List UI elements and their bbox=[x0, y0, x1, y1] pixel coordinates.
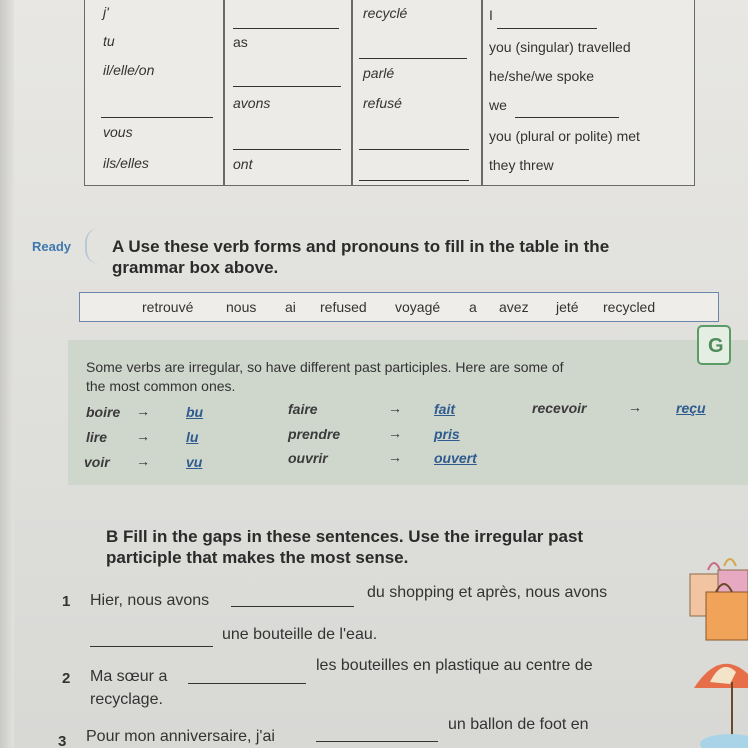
grammar-badge-icon bbox=[697, 325, 731, 365]
table-divider bbox=[481, 0, 483, 186]
word-bank-item: voyagé bbox=[395, 299, 441, 315]
table-gap[interactable] bbox=[515, 105, 619, 121]
table-cell-pronoun: j' bbox=[103, 4, 109, 20]
instruction-line: B Fill in the gaps in these sentences. Use the irregular past bbox=[106, 527, 584, 546]
sentence-text: du shopping et après, nous avons bbox=[367, 584, 608, 601]
table-gap[interactable] bbox=[233, 16, 339, 32]
word-bank-item: nous bbox=[226, 299, 257, 315]
table-gap[interactable] bbox=[359, 46, 467, 62]
beach-umbrella-icon bbox=[690, 648, 748, 748]
instruction-line: participle that makes the most sense. bbox=[106, 548, 409, 567]
arrow-icon: → bbox=[388, 400, 402, 416]
infinitive: lire bbox=[86, 429, 108, 445]
past-participle: fait bbox=[434, 401, 455, 417]
shopping-bags-icon bbox=[688, 552, 748, 642]
infinitive: faire bbox=[288, 401, 318, 417]
past-participle: reçu bbox=[676, 400, 706, 416]
ready-label: Ready bbox=[32, 239, 72, 254]
table-cell-participle: parlé bbox=[363, 65, 395, 81]
table-cell-auxiliary: ont bbox=[233, 156, 253, 172]
table-cell-participle: refusé bbox=[363, 95, 402, 111]
arrow-icon: → bbox=[136, 403, 150, 419]
page-edge bbox=[0, 0, 14, 748]
table-cell-english: he/she/we spoke bbox=[489, 68, 595, 84]
instruction-line: grammar box above. bbox=[112, 258, 279, 277]
table-cell-english: you (plural or polite) met bbox=[489, 128, 640, 144]
table-gap[interactable] bbox=[497, 16, 597, 32]
answer-gap[interactable] bbox=[188, 683, 306, 684]
sentence-text: les bouteilles en plastique au centre de bbox=[316, 657, 593, 674]
past-participle: lu bbox=[186, 429, 199, 445]
infinitive: ouvrir bbox=[288, 450, 328, 466]
table-cell-english: you (singular) travelled bbox=[489, 39, 631, 55]
arrow-icon: → bbox=[388, 425, 402, 441]
instruction-line: A Use these verb forms and pronouns to fill in the table in the bbox=[112, 237, 610, 256]
sentence-text: recyclage. bbox=[90, 691, 163, 708]
question-number: 3 bbox=[58, 733, 67, 748]
infinitive: boire bbox=[86, 404, 121, 420]
infinitive: prendre bbox=[288, 426, 341, 442]
sentence-text: Hier, nous avons bbox=[90, 592, 210, 609]
word-bank-item: refused bbox=[320, 299, 367, 315]
exercise-a-instruction bbox=[112, 236, 609, 278]
word-bank-item: ai bbox=[285, 299, 296, 315]
answer-gap[interactable] bbox=[231, 606, 354, 607]
badge-letter: G bbox=[708, 335, 724, 357]
exercise-b-instruction bbox=[106, 526, 583, 568]
sentence-text: Pour mon anniversaire, j'ai bbox=[86, 728, 275, 745]
arrow-icon: → bbox=[136, 428, 150, 444]
note-line: Some verbs are irregular, so have different past participles. Here are some of bbox=[86, 359, 564, 375]
infinitive: voir bbox=[84, 454, 110, 470]
table-cell-english: we bbox=[489, 97, 507, 113]
table-cell-auxiliary: as bbox=[233, 34, 248, 50]
question-number: 2 bbox=[62, 670, 71, 687]
table-gap[interactable] bbox=[233, 74, 341, 90]
word-bank bbox=[79, 292, 719, 322]
answer-gap[interactable] bbox=[90, 646, 213, 647]
arrow-icon: → bbox=[136, 453, 150, 469]
answer-gap[interactable] bbox=[316, 741, 438, 742]
arrow-icon: → bbox=[388, 449, 402, 465]
table-cell-pronoun: vous bbox=[103, 124, 133, 140]
note-line: the most common ones. bbox=[86, 378, 236, 394]
past-participle: pris bbox=[434, 426, 460, 442]
sentence-text: Ma sœur a bbox=[90, 668, 168, 685]
arrow-icon: → bbox=[628, 399, 642, 415]
table-gap[interactable] bbox=[359, 137, 469, 153]
past-participle: bu bbox=[186, 404, 204, 420]
word-bank-item: avez bbox=[499, 299, 529, 315]
ready-bracket-icon bbox=[85, 228, 99, 264]
table-cell-pronoun: il/elle/on bbox=[103, 62, 155, 78]
word-bank-item: retrouvé bbox=[142, 299, 194, 315]
table-cell-english: I bbox=[489, 7, 493, 23]
question-number: 1 bbox=[62, 593, 71, 610]
table-divider bbox=[223, 0, 225, 186]
table-divider bbox=[351, 0, 353, 186]
sentence-text: une bouteille de l'eau. bbox=[222, 626, 378, 643]
table-cell-english: they threw bbox=[489, 157, 554, 173]
table-cell-auxiliary: avons bbox=[233, 95, 271, 111]
table-cell-participle: recyclé bbox=[363, 5, 408, 21]
word-bank-item: jeté bbox=[556, 299, 579, 315]
table-cell-pronoun: tu bbox=[103, 33, 115, 49]
infinitive: recevoir bbox=[532, 400, 587, 416]
grammar-note bbox=[86, 358, 564, 396]
past-participle: ouvert bbox=[434, 450, 477, 466]
word-bank-item: recycled bbox=[603, 299, 656, 315]
sentence-text: un ballon de foot en bbox=[448, 716, 589, 733]
table-cell-pronoun: ils/elles bbox=[103, 155, 149, 171]
table-gap[interactable] bbox=[233, 137, 341, 153]
past-participle: vu bbox=[186, 454, 203, 470]
table-gap[interactable] bbox=[101, 105, 213, 121]
grammar-table bbox=[84, 0, 695, 186]
table-gap[interactable] bbox=[359, 168, 469, 184]
word-bank-item: a bbox=[469, 299, 477, 315]
